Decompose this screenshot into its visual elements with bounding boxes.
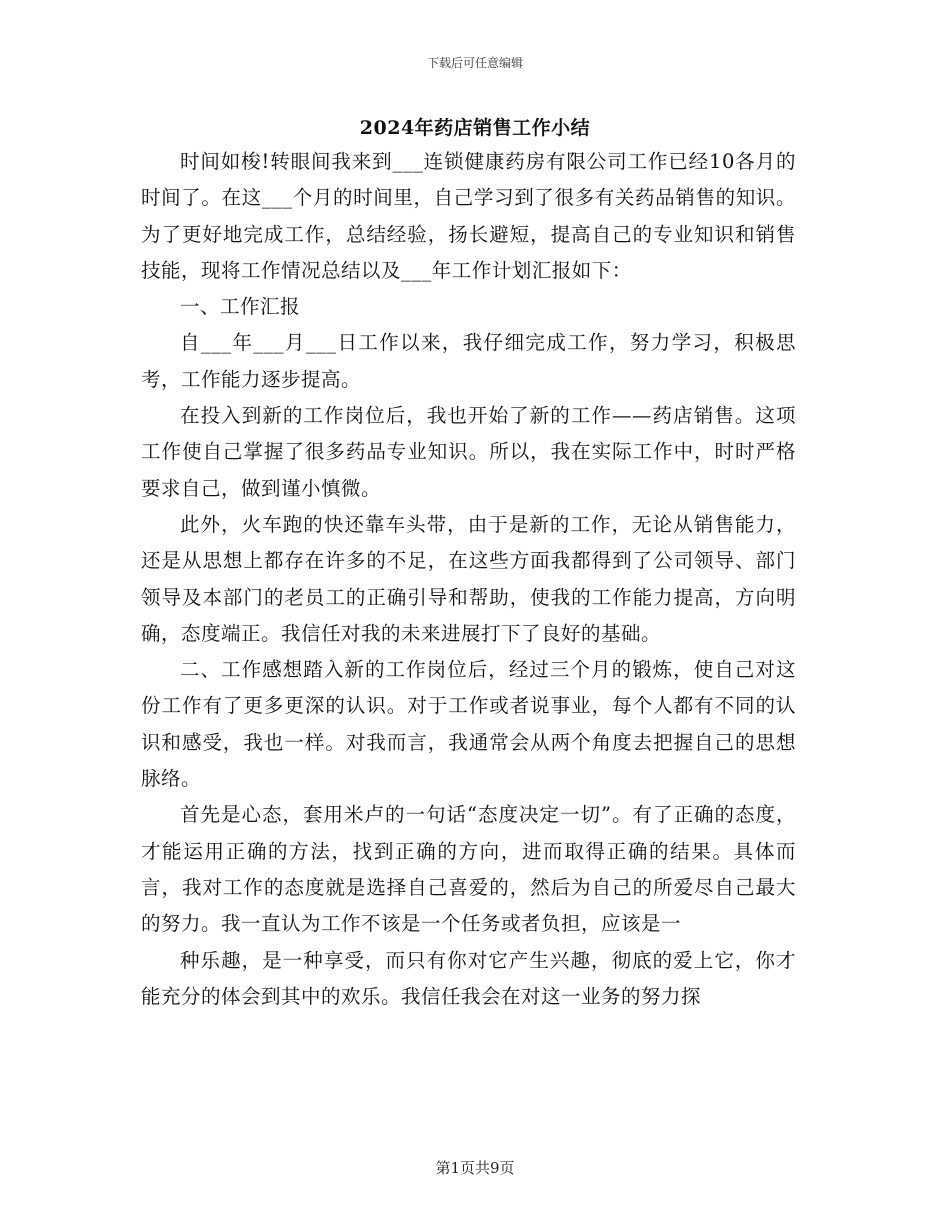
document-title: 2024年药店销售工作小结: [359, 117, 591, 139]
page-header-note: 下载后可任意编辑: [426, 56, 523, 70]
paragraph-enjoyment: 种乐趣，是一种享受，而只有你对它产生兴趣，彻底的爱上它，你才能充分的体会到其中的欢乐。我信任我会在对这一业务的努力探: [141, 948, 796, 1008]
section-heading-work-thoughts: 二、工作感想踏入新的工作岗位后，经过三个月的锻炼，使自己对这份工作有了更多更深的认识。对于工作或者说事业，每个人都有不同的认识和感受，我也一样。对我而言，我通常会从两个角度去把握自己的思想脉络。: [141, 658, 796, 791]
section-heading-work-report: 一、工作汇报: [180, 295, 301, 319]
paragraph-intro: 时间如梭!转眼间我来到___连锁健康药房有限公司工作已经10各月的时间了。在这___个月的时间里，自己学习到了很多有关药品销售的知识。为了更好地完成工作，总结经验，扬长避短，提高自己的专业知识和销售技能，现将工作情况总结以及___年工作计划汇报如下：: [141, 150, 796, 282]
document-body: [141, 144, 796, 1015]
paragraph-new-position: 在投入到新的工作岗位后，我也开始了新的工作——药店销售。这项工作使自己掌握了很多药品专业知识。所以，我在实际工作中，时时严格要求自己，做到谨小慎微。: [141, 404, 796, 500]
paragraph-guidance: 此外，火车跑的快还靠车头带，由于是新的工作，无论从销售能力，还是从思想上都存在许多的不足，在这些方面我都得到了公司领导、部门领导及本部门的老员工的正确引导和帮助，使我的工作能力提高，方向明确，态度端正。我信任对我的未来进展打下了良好的基础。: [141, 512, 796, 645]
page-number: 第1页共9页: [435, 1159, 515, 1177]
paragraph-attitude: 首先是心态，套用米卢的一句话“态度决定一切”。有了正确的态度，才能运用正确的方法，找到正确的方向，进而取得正确的结果。具体而言，我对工作的态度就是选择自己喜爱的，然后为自己的所爱尽自己最大的努力。我一直认为工作不该是一个任务或者负担，应该是一: [141, 803, 796, 936]
paragraph-since-start: 自___年___月___日工作以来，我仔细完成工作，努力学习，积极思考，工作能力逐步提高。: [141, 331, 796, 391]
